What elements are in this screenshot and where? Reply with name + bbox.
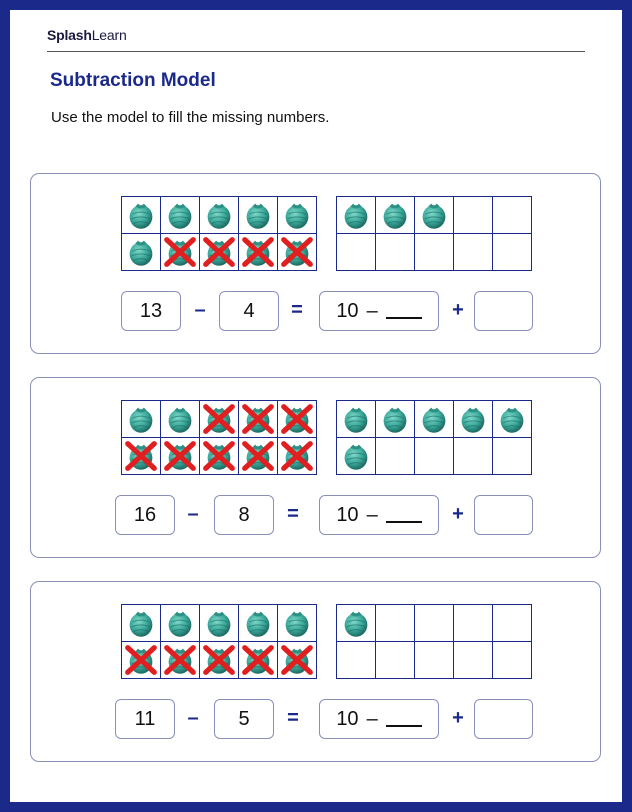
fruit-icon bbox=[239, 197, 277, 233]
ten-frame-cell bbox=[454, 234, 493, 271]
fruit-icon bbox=[337, 401, 375, 437]
blank-2[interactable] bbox=[386, 507, 422, 523]
ten-expression-box-3 bbox=[319, 699, 439, 739]
blank-3[interactable] bbox=[386, 711, 422, 727]
equals-sign-2: = bbox=[287, 503, 299, 525]
ten-frame-cell bbox=[200, 605, 239, 642]
cross-out-icon bbox=[200, 642, 238, 678]
ten-frame-cell bbox=[161, 605, 200, 642]
ten-frame-cell bbox=[239, 605, 278, 642]
inner-minus-1: – bbox=[366, 299, 378, 322]
ten-frame-cell bbox=[493, 605, 532, 642]
cross-out-icon bbox=[200, 234, 238, 270]
ten-frame-cell bbox=[454, 642, 493, 679]
ten-frame-left-1 bbox=[121, 196, 317, 271]
minus-sign-3: – bbox=[187, 707, 199, 729]
ten-frame-cell bbox=[415, 234, 454, 271]
ten-frame-cell bbox=[493, 438, 532, 475]
ten-frame-cell bbox=[337, 197, 376, 234]
ten-frame-cell bbox=[415, 605, 454, 642]
brand-logo bbox=[47, 27, 127, 43]
inner-minus-2: – bbox=[366, 503, 378, 526]
answer-box-1[interactable] bbox=[474, 291, 533, 331]
problem-card-3 bbox=[30, 581, 601, 762]
ten-value-2: 10 bbox=[336, 503, 359, 526]
ten-frame-cell bbox=[239, 234, 278, 271]
ten-frame-cell bbox=[161, 438, 200, 475]
subtrahend-box-3: 5 bbox=[214, 699, 274, 739]
ten-frame-cell bbox=[122, 642, 161, 679]
subtrahend-box-2: 8 bbox=[214, 495, 274, 535]
ten-frame-cell bbox=[161, 401, 200, 438]
minuend-box-1: 13 bbox=[121, 291, 181, 331]
ten-frame-cell bbox=[161, 234, 200, 271]
ten-frame-cell bbox=[376, 234, 415, 271]
ten-frame-cell bbox=[200, 234, 239, 271]
ten-frame-cell bbox=[239, 438, 278, 475]
ten-frame-cell bbox=[200, 197, 239, 234]
fruit-icon bbox=[415, 197, 453, 233]
equals-sign-3: = bbox=[287, 707, 299, 729]
cross-out-icon bbox=[278, 234, 316, 270]
ten-frame-cell bbox=[278, 605, 317, 642]
cross-out-icon bbox=[239, 438, 277, 474]
ten-frame-cell bbox=[337, 642, 376, 679]
fruit-icon bbox=[122, 605, 160, 641]
cross-out-icon bbox=[239, 642, 277, 678]
cross-out-icon bbox=[278, 642, 316, 678]
ten-frame-cell bbox=[337, 605, 376, 642]
subtrahend-box-1: 4 bbox=[219, 291, 279, 331]
ten-expression-box-2 bbox=[319, 495, 439, 535]
ten-frame-cell bbox=[122, 438, 161, 475]
ten-frame-cell bbox=[200, 642, 239, 679]
ten-frame-cell bbox=[493, 401, 532, 438]
minus-sign-1: – bbox=[194, 299, 206, 321]
fruit-icon bbox=[337, 197, 375, 233]
fruit-icon bbox=[493, 401, 531, 437]
plus-sign-1: + bbox=[452, 299, 464, 321]
ten-frame-cell bbox=[278, 197, 317, 234]
fruit-icon bbox=[337, 438, 375, 474]
fruit-icon bbox=[161, 605, 199, 641]
ten-frame-cell bbox=[122, 234, 161, 271]
ten-frame-cell bbox=[278, 438, 317, 475]
ten-frame-cell bbox=[454, 605, 493, 642]
minus-sign-2: – bbox=[187, 503, 199, 525]
ten-frame-cell bbox=[415, 642, 454, 679]
ten-frame-cell bbox=[122, 197, 161, 234]
ten-frame-cell bbox=[200, 438, 239, 475]
problem-card-1 bbox=[30, 173, 601, 354]
instructions: Use the model to fill the missing numbers. bbox=[51, 109, 330, 126]
plus-sign-3: + bbox=[452, 707, 464, 729]
fruit-icon bbox=[415, 401, 453, 437]
cross-out-icon bbox=[278, 401, 316, 437]
ten-frame-cell bbox=[376, 438, 415, 475]
ten-frame-cell bbox=[122, 605, 161, 642]
fruit-icon bbox=[122, 197, 160, 233]
ten-frame-cell bbox=[161, 197, 200, 234]
ten-frame-right-2 bbox=[336, 400, 532, 475]
ten-frame-right-1 bbox=[336, 196, 532, 271]
fruit-icon bbox=[161, 197, 199, 233]
minuend-box-3: 11 bbox=[115, 699, 175, 739]
ten-frame-cell bbox=[239, 642, 278, 679]
cross-out-icon bbox=[239, 234, 277, 270]
ten-frame-cell bbox=[454, 197, 493, 234]
header-divider bbox=[47, 51, 585, 52]
brand-light: Learn bbox=[91, 27, 127, 43]
fruit-icon bbox=[122, 401, 160, 437]
fruit-icon bbox=[337, 605, 375, 641]
fruit-icon bbox=[161, 401, 199, 437]
ten-frame-left-2 bbox=[121, 400, 317, 475]
fruit-icon bbox=[454, 401, 492, 437]
problem-card-2 bbox=[30, 377, 601, 558]
ten-frame-cell bbox=[493, 642, 532, 679]
ten-frame-cell bbox=[454, 438, 493, 475]
ten-frame-cell bbox=[376, 605, 415, 642]
fruit-icon bbox=[376, 401, 414, 437]
ten-frame-cell bbox=[161, 642, 200, 679]
cross-out-icon bbox=[122, 438, 160, 474]
ten-frame-cell bbox=[337, 234, 376, 271]
ten-frame-cell bbox=[239, 401, 278, 438]
ten-frame-cell bbox=[493, 234, 532, 271]
ten-frame-cell bbox=[376, 401, 415, 438]
ten-frame-cell bbox=[278, 401, 317, 438]
ten-frame-cell bbox=[376, 197, 415, 234]
worksheet bbox=[10, 10, 622, 802]
ten-frame-cell bbox=[278, 642, 317, 679]
page-title: Subtraction Model bbox=[50, 70, 216, 91]
ten-expression-box-1 bbox=[319, 291, 439, 331]
ten-frame-cell bbox=[454, 401, 493, 438]
cross-out-icon bbox=[122, 642, 160, 678]
ten-frame-cell bbox=[415, 197, 454, 234]
cross-out-icon bbox=[200, 438, 238, 474]
cross-out-icon bbox=[161, 642, 199, 678]
cross-out-icon bbox=[161, 438, 199, 474]
ten-frame-cell bbox=[278, 234, 317, 271]
answer-box-3[interactable] bbox=[474, 699, 533, 739]
ten-frame-cell bbox=[239, 197, 278, 234]
ten-frame-cell bbox=[493, 197, 532, 234]
ten-frame-cell bbox=[337, 401, 376, 438]
fruit-icon bbox=[200, 605, 238, 641]
ten-value-3: 10 bbox=[336, 707, 359, 730]
ten-frame-cell bbox=[200, 401, 239, 438]
brand-bold: Splash bbox=[47, 27, 92, 43]
ten-frame-left-3 bbox=[121, 604, 317, 679]
ten-frame-right-3 bbox=[336, 604, 532, 679]
fruit-icon bbox=[278, 197, 316, 233]
answer-box-2[interactable] bbox=[474, 495, 533, 535]
minuend-box-2: 16 bbox=[115, 495, 175, 535]
equals-sign-1: = bbox=[291, 299, 303, 321]
plus-sign-2: + bbox=[452, 503, 464, 525]
ten-frame-cell bbox=[376, 642, 415, 679]
ten-frame-cell bbox=[122, 401, 161, 438]
fruit-icon bbox=[239, 605, 277, 641]
fruit-icon bbox=[376, 197, 414, 233]
cross-out-icon bbox=[200, 401, 238, 437]
fruit-icon bbox=[200, 197, 238, 233]
ten-frame-cell bbox=[415, 401, 454, 438]
ten-frame-cell bbox=[415, 438, 454, 475]
cross-out-icon bbox=[161, 234, 199, 270]
fruit-icon bbox=[122, 234, 160, 270]
blank-1[interactable] bbox=[386, 303, 422, 319]
ten-frame-cell bbox=[337, 438, 376, 475]
ten-value-1: 10 bbox=[336, 299, 359, 322]
cross-out-icon bbox=[278, 438, 316, 474]
cross-out-icon bbox=[239, 401, 277, 437]
inner-minus-3: – bbox=[366, 707, 378, 730]
fruit-icon bbox=[278, 605, 316, 641]
